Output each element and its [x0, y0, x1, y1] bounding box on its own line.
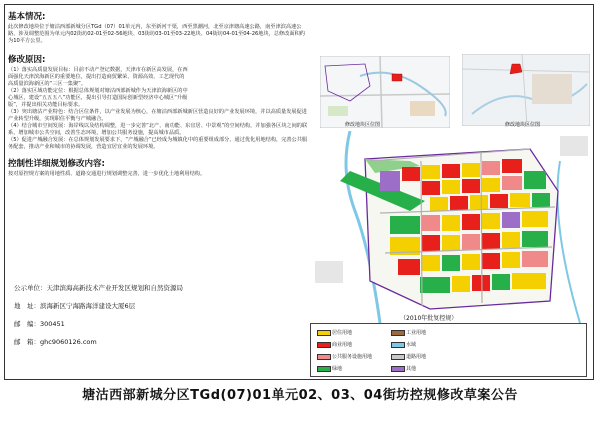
map-legend	[310, 323, 587, 377]
legend-label: 水域	[406, 342, 417, 348]
land-use-plan-map	[310, 131, 592, 323]
location-map-left	[320, 56, 450, 128]
legend-swatch-residential	[317, 330, 331, 336]
email-label: 邮 箱：	[14, 338, 40, 346]
publisher-label: 公示单位：	[14, 284, 47, 292]
plan-caption: （2010年批复控规）	[400, 315, 458, 322]
legend-swatch-green	[317, 366, 331, 372]
legend-swatch-commercial	[317, 342, 331, 348]
legend-label: 工业用地	[406, 330, 427, 336]
legend-swatch-public	[317, 354, 331, 360]
legend-swatch-other	[391, 366, 405, 372]
legend-swatch-road	[391, 354, 405, 360]
address-value: 滨海新区宁海路海洋建设大厦6层	[40, 302, 136, 310]
left-map-caption: 修改地块区位图	[345, 122, 381, 128]
reason-item: （3）突出塘沽产业特色：结合区位条件，以产业发展为核心，在塘沽西部新城新区营造良好的产业发展环境，并以高质量发展促进产业转型升级，实现职住平衡与产城融合。	[8, 109, 307, 122]
legend-swatch-industrial	[391, 330, 405, 336]
basic-heading: 基本情况:	[8, 12, 46, 22]
legend-label: 商业用地	[332, 342, 353, 348]
reason-item: （2）落实区域功能定位：根据总体规划对塘沽西部新城作为天津滨海新区的中心城区，建设“五五五八”功能区，提出引导打造国际创新型经济中心城区“升级版”，并提出相关功能目标要求。	[8, 88, 188, 108]
notice-title: 塘沽西部新城分区TGd(07)01单元02、03、04街坊控规修改草案公告	[82, 388, 518, 403]
content-heading: 控制性详细规划修改内容:	[8, 159, 105, 169]
postcode-line	[14, 319, 65, 328]
publisher-value: 天津滨海高新技术产业开发区规划和自然资源局	[46, 284, 183, 292]
address-line	[14, 301, 135, 310]
legend-label: 道路用地	[406, 354, 427, 360]
postcode-value: 300451	[40, 320, 65, 328]
reasons-heading: 修改原因:	[8, 55, 46, 65]
highlight-parcel	[510, 64, 522, 74]
reason-item: （1）落实高质量发展目标：目前不动产登记数据，天津市在新区高发展，在西面强化天津滨海新区的重要地位，提出打造商贸繁荣、资源高效、工艺现代的高质量滨海新区的“三区一集聚”。	[8, 67, 188, 87]
reason-item: （5）促进产城融合发展：在总体规划发展要求下，“产城融合”已经成为城镇化中的重要组成部分，通过优化用地结构，完善公共服务配套，推动产业和城市的协调发展，营造宜居宜业的发展环境。	[8, 137, 308, 150]
legend-label: 居住用地	[332, 330, 353, 336]
location-map-right	[462, 54, 590, 126]
publisher-line	[14, 283, 183, 292]
content-text: 按对原控规方案的用地性质、道路交通进行规划调整完善，进一步优化土地利用结构。	[8, 171, 206, 177]
email-value[interactable]: ghc9060126.com	[40, 338, 97, 346]
email-line	[14, 337, 97, 346]
address-label: 地 址：	[14, 302, 40, 310]
basic-text: 此次修改地块位于塘沽西部新城分区TGd（07）01单元内，东至新河干渠，西至黑潮河，北至京津塘高速公路，南至津滨高速公路，涉及调整范围为单元内02街坊02-01至02-56地块、03街坊03-01至03-22地块、04街坊04-01至04-26地块，总修改面积约为10平方公里。	[8, 24, 305, 44]
legend-label: 绿地	[332, 366, 343, 372]
legend-label: 其他	[406, 366, 417, 372]
legend-label: 公共服务设施用地	[332, 354, 373, 360]
highlight-parcel	[392, 74, 402, 81]
reason-item: （4）结合城市空间发展：海岸线以及结构调整，进一步完善“北产、南功能、东宜居、中景观”的空间结构，并加强各区块之间的联系，增加城市公共空间，改善生态环境，增加公共服务设施，提高城市品质。	[8, 123, 308, 136]
text-column	[8, 8, 308, 178]
legend-swatch-water	[391, 342, 405, 348]
postcode-label: 邮 编：	[14, 320, 40, 328]
right-map-caption: 修改地块区位图	[505, 122, 541, 128]
